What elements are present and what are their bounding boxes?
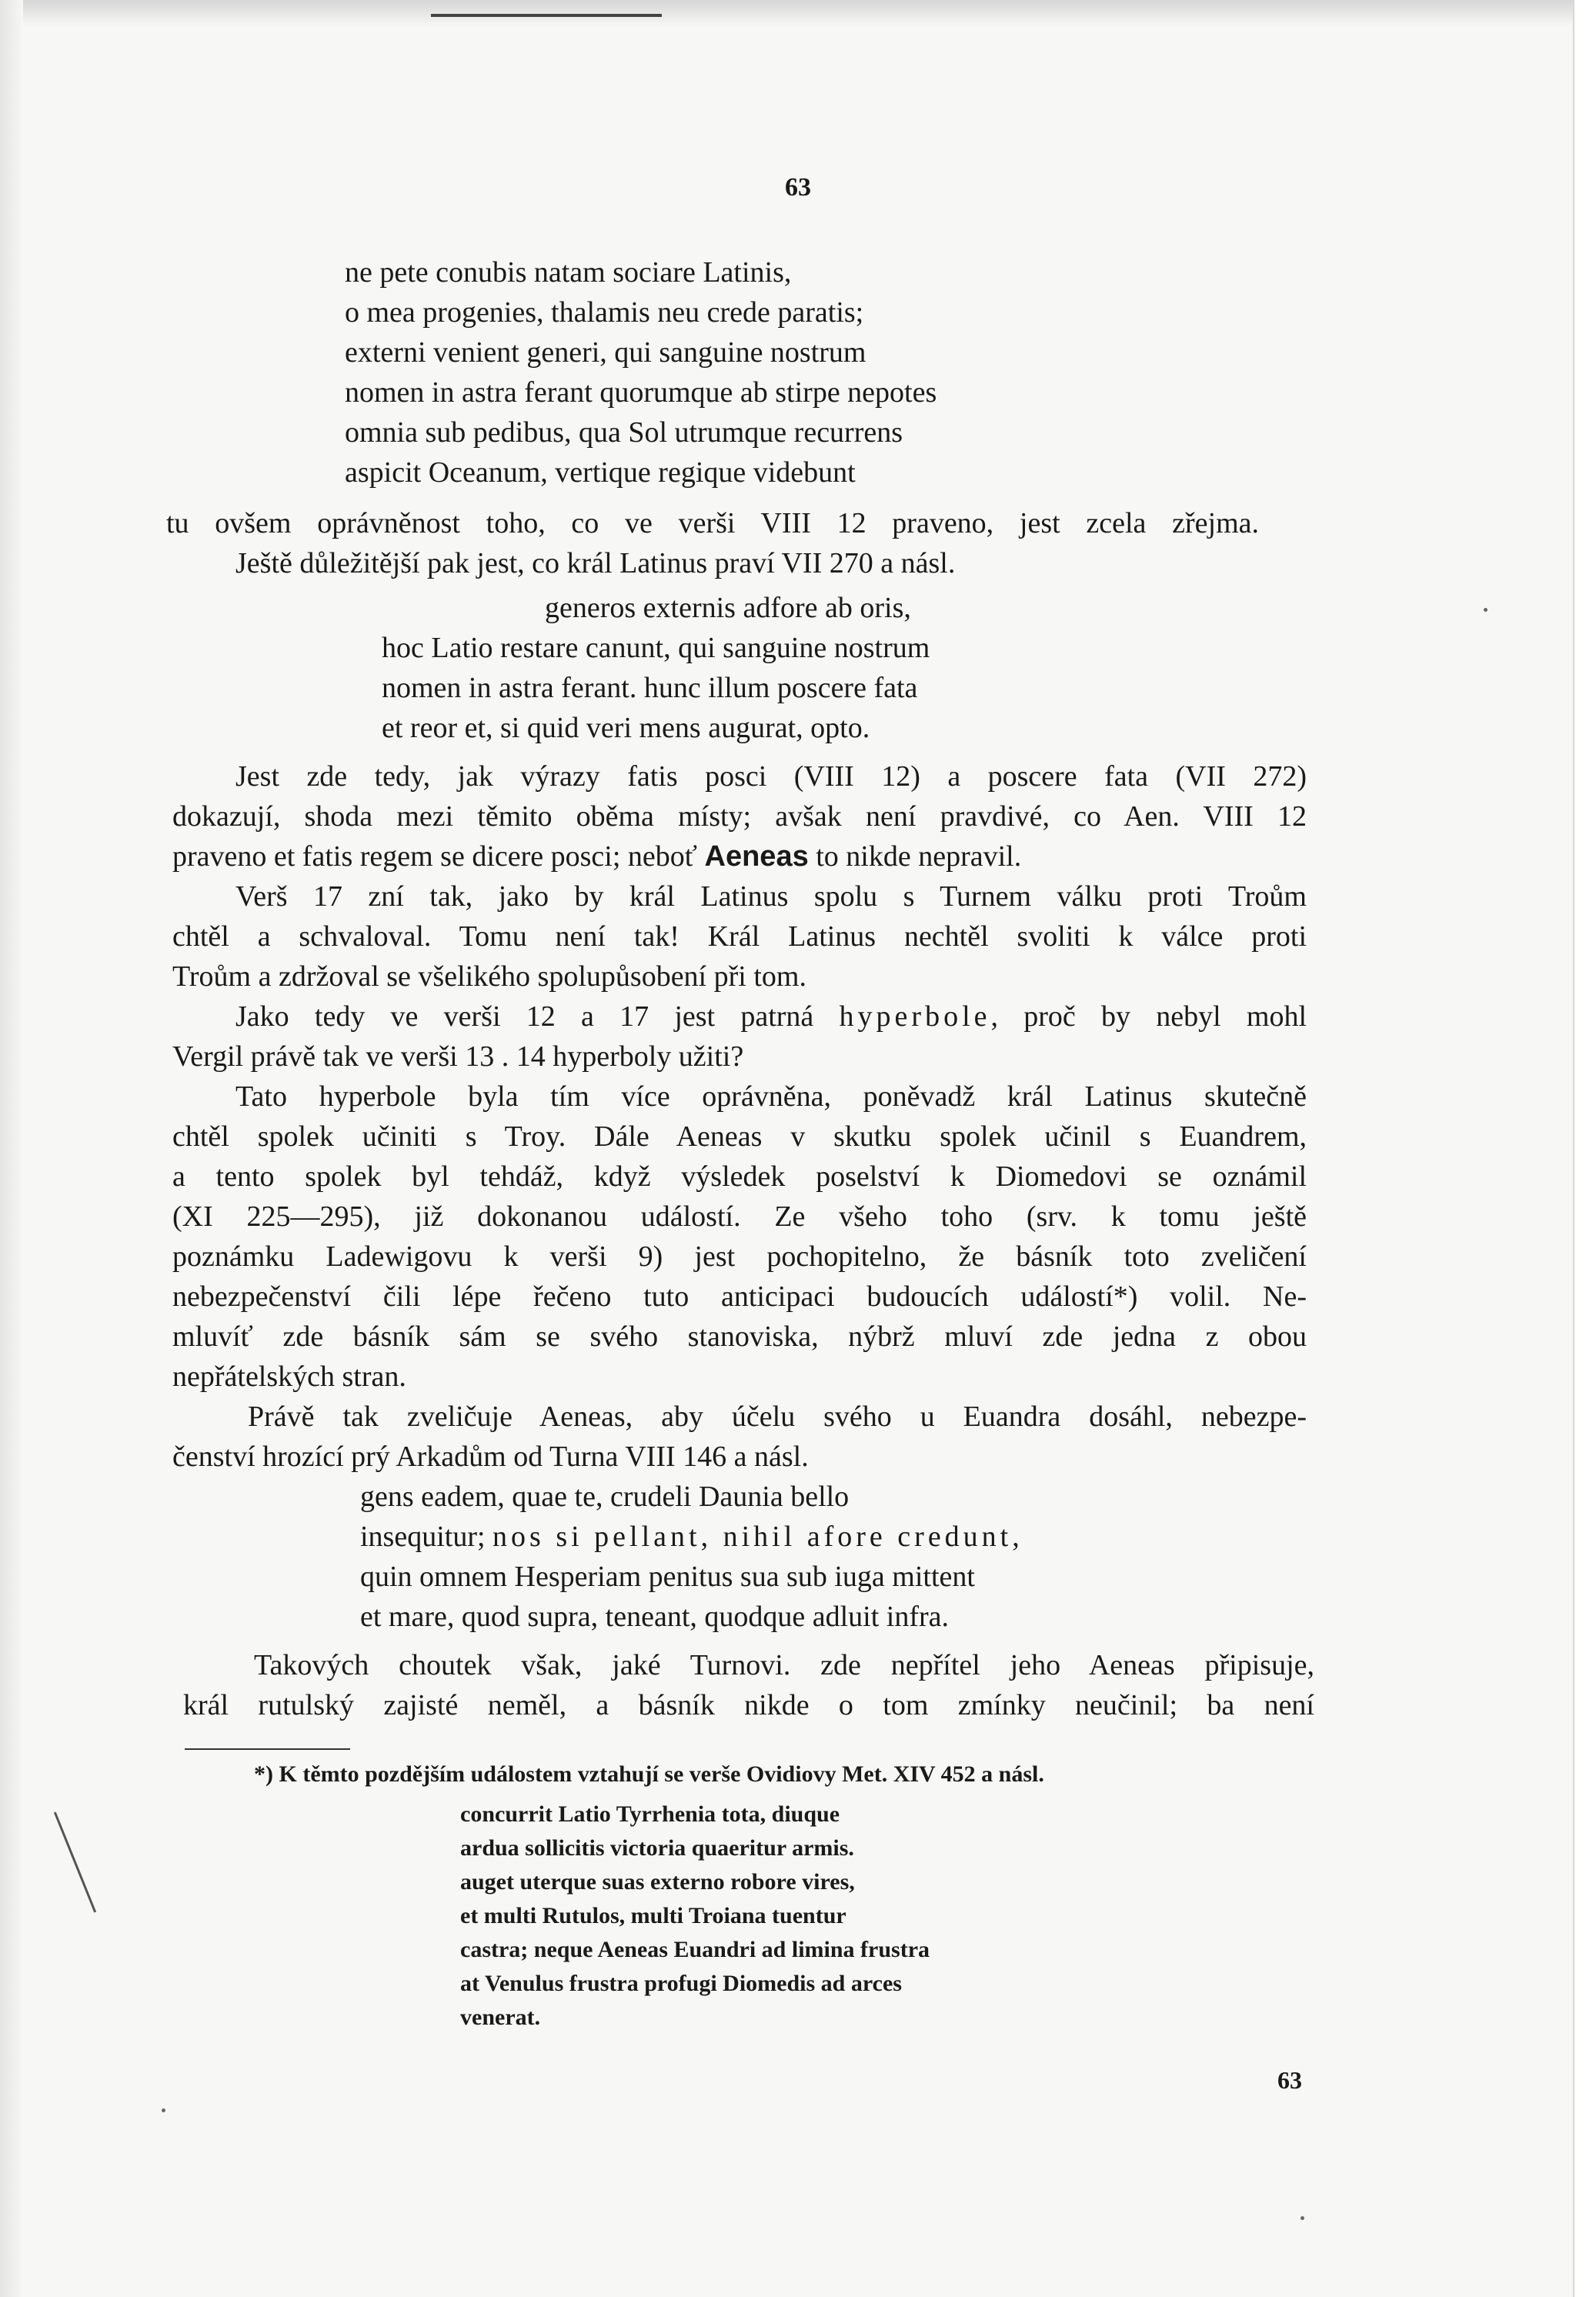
body-line: a tento spolek byl tehdáž, když výsledek poselství k Diomedovi se oznámil [172,1160,1307,1193]
body-line: Takových choutek však, jaké Turnovi. zde nepřítel jeho Aeneas připisuje, [254,1649,1314,1681]
text-run: insequitur; [360,1521,486,1553]
quote1-line: ne pete conubis natam sociare Latinis, [345,256,792,289]
body-line: nebezpečenství čili lépe řečeno tuto anticipaci budoucích událostí*) volil. Ne- [172,1280,1307,1313]
quote2-line: nomen in astra ferant. hunc illum poscere fata [382,672,918,704]
body-line [235,998,1307,1035]
quote1-line: externi venient generi, qui sanguine nostrum [345,336,866,369]
quote1-line: nomen in astra ferant quorumque ab stirpe nepotes [345,376,937,409]
scan-speck [1484,608,1487,612]
quote2-line: et reor et, si quid veri mens augurat, opto. [382,712,870,744]
body-line: Troům a zdržoval se všelikého spolupůsobení při tom. [172,960,806,993]
body-line: nepřátelských stran. [172,1361,406,1393]
quote1-line: omnia sub pedibus, qua Sol utrumque recurrens [345,416,903,449]
scan-speck [1301,2216,1304,2220]
page-edge-right [1573,0,1596,2297]
quote3-line [360,1518,1023,1555]
body-line: Ještě důležitější pak jest, co král Latinus praví VII 270 a násl. [235,547,956,579]
footnote-rule [185,1748,350,1750]
footnote-verse: concurrit Latio Tyrrhenia tota, diuque [460,1801,840,1827]
body-line: Vergil právě tak ve verši 13 . 14 hyperboly užiti? [172,1040,744,1073]
emphasis-spaced: nos si pellant, nihil afore credunt, [492,1521,1023,1553]
footnote-verse: et multi Rutulos, multi Troiana tuentur [460,1903,846,1928]
page-number-bottom: 63 [1277,2066,1302,2094]
text-run: , proč by nebyl mohl [990,1000,1307,1033]
footnote-verse: at Venulus frustra profugi Diomedis ad arces [460,1971,902,1996]
text-run: to nikde nepravil. [816,840,1022,873]
footnote-verse: auget uterque suas externo robore vires, [460,1869,855,1895]
quote1-line: aspicit Oceanum, vertique regique videbunt [345,456,856,489]
body-line: (XI 225—295), již dokonanou událostí. Ze všeho toho (srv. k tomu ještě [172,1200,1307,1233]
text-run: praveno et fatis regem se dicere posci; neboť [172,840,698,873]
body-line: Jest zde tedy, jak výrazy fatis posci (VIII 12) a poscere fata (VII 272) [235,760,1307,793]
body-line: dokazují, shoda mezi těmito oběma místy; avšak není pravdivé, co Aen. VIII 12 [172,800,1307,833]
scan-speck [162,2108,165,2112]
page-number-top: 63 [785,173,811,202]
text-run: Jako tedy ve verši 12 a 17 jest patrná [235,1000,814,1033]
body-line: chtěl spolek učiniti s Troy. Dále Aeneas v skutku spolek učinil s Euandrem, [172,1120,1307,1153]
footnote-verse: venerat. [460,2005,541,2030]
body-line: tu ovšem oprávněnost toho, co ve verši VIII 12 praveno, jest zcela zřejma. [166,507,1259,539]
emphasis-aeneas: Aeneas [704,840,809,873]
footnote-intro: *) K těmto pozdějším událostem vztahují se verše Ovidiovy Met. XIV 452 a násl. [254,1761,1044,1787]
body-line: Verš 17 zní tak, jako by král Latinus spolu s Turnem válku proti Troům [235,880,1307,913]
body-line [172,838,1021,875]
quote1-line: o mea progenies, thalamis neu crede paratis; [345,296,864,329]
emphasis-hyperbole: hyperbole [839,1000,991,1033]
body-line: mluvíť zde básník sám se svého stanoviska, nýbrž mluví zde jedna z obou [172,1320,1307,1353]
body-line: čenství hrozící prý Arkadům od Turna VIII 146 a násl. [172,1441,809,1473]
body-line: Tato hyperbole byla tím více oprávněna, poněvadž král Latinus skutečně [235,1080,1307,1113]
quote3-line: gens eadem, quae te, crudeli Daunia bello [360,1481,850,1513]
quote3-line: quin omnem Hesperiam penitus sua sub iuga mittent [360,1561,975,1593]
scan-artifact-left [54,1812,96,1913]
footnote-verse: castra; neque Aeneas Euandri ad limina frustra [460,1937,930,1962]
body-line: král rutulský zajisté neměl, a básník nikde o tom zmínky neučinil; ba není [183,1689,1314,1721]
body-line: poznámku Ladewigovu k verši 9) jest pochopitelno, že básník toto zveličení [172,1240,1307,1273]
scan-artifact-top [431,14,662,17]
body-line: Právě tak zveličuje Aeneas, aby účelu svého u Euandra dosáhl, nebezpe- [248,1401,1307,1433]
body-line: chtěl a schvaloval. Tomu není tak! Král Latinus nechtěl svoliti k válce proti [172,920,1307,953]
page-edge-top [0,0,1596,26]
page-edge-left [0,0,23,2297]
quote2-line: generos externis adfore ab oris, [545,592,911,624]
footnote-verse: ardua sollicitis victoria quaeritur armis. [460,1835,854,1861]
quote2-line: hoc Latio restare canunt, qui sanguine nostrum [382,632,930,664]
quote3-line: et mare, quod supra, teneant, quodque adluit infra. [360,1601,950,1633]
